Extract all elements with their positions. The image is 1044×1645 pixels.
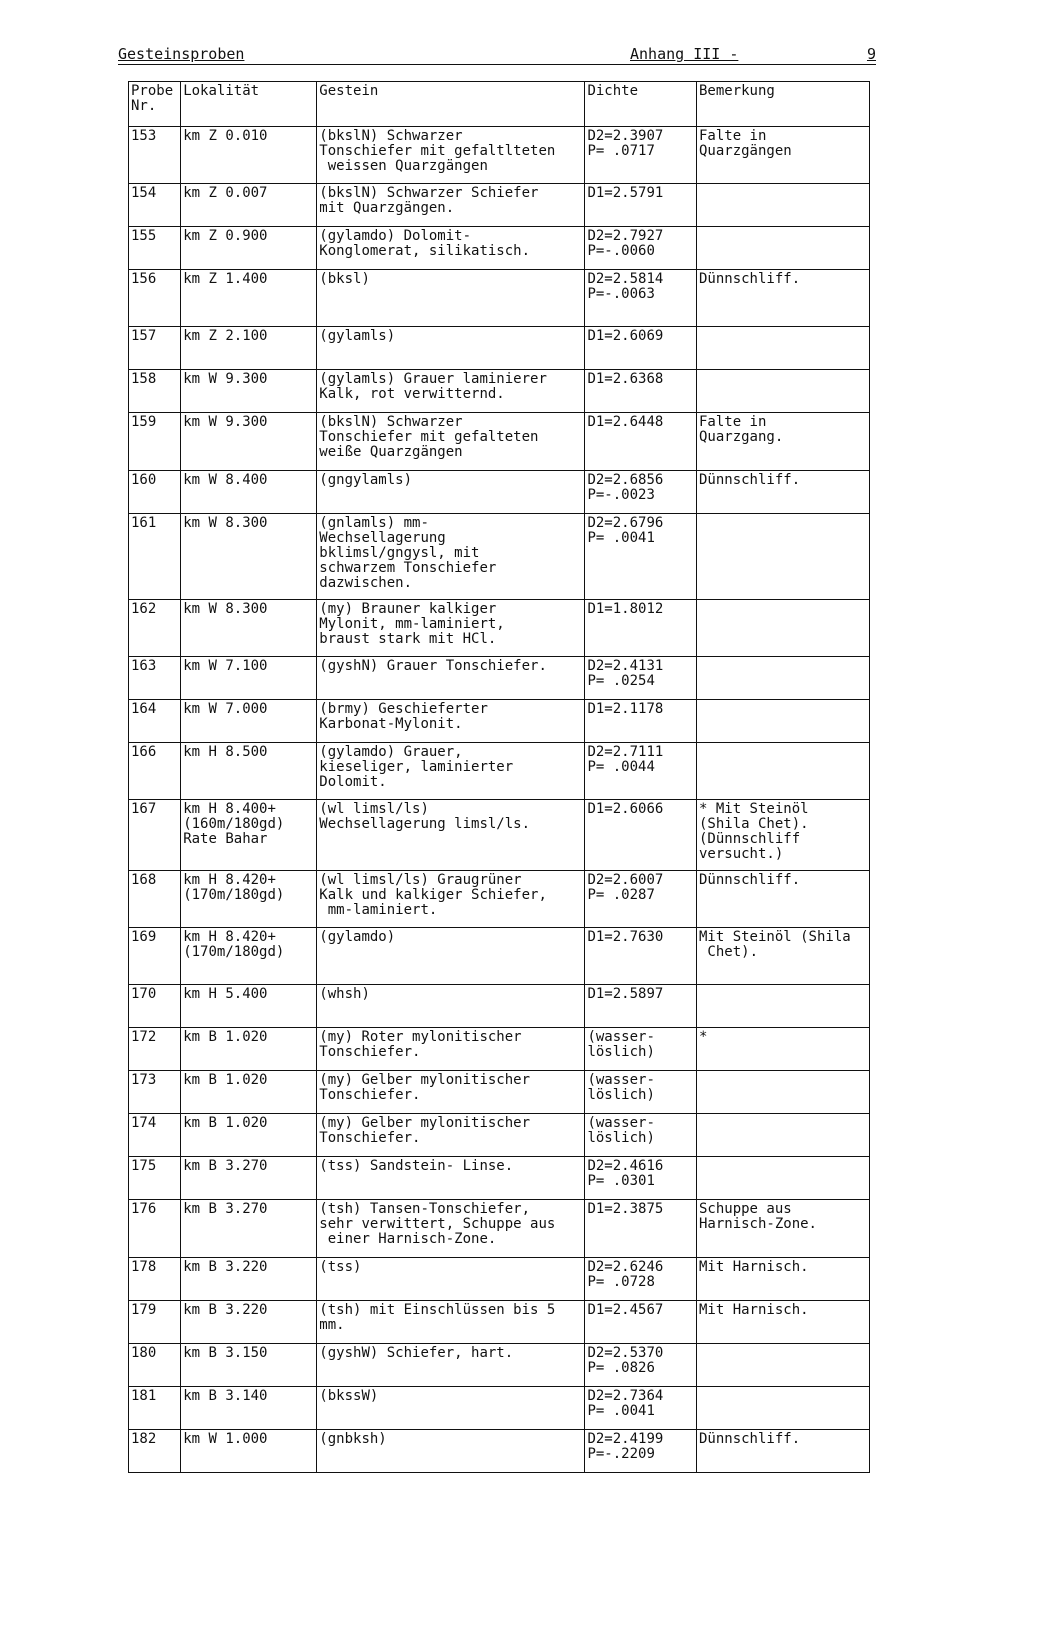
cell-dichte: D2=2.4131 P= .0254 bbox=[585, 657, 697, 700]
table-row bbox=[129, 800, 870, 871]
cell-gestein: (gyshW) Schiefer, hart. bbox=[317, 1344, 585, 1387]
cell-gestein: (wl limsl/ls) Wechsellagerung limsl/ls. bbox=[317, 800, 585, 871]
cell-gestein: (gyshN) Grauer Tonschiefer. bbox=[317, 657, 585, 700]
column-header-bemerkung: Bemerkung bbox=[696, 82, 869, 127]
cell-bemerkung: Dünnschliff. bbox=[696, 270, 869, 327]
cell-dichte: D1=2.6448 bbox=[585, 413, 697, 471]
cell-probe-nr: 173 bbox=[129, 1071, 181, 1114]
cell-gestein: (my) Roter mylonitischer Tonschiefer. bbox=[317, 1028, 585, 1071]
cell-probe-nr: 181 bbox=[129, 1387, 181, 1430]
cell-gestein: (whsh) bbox=[317, 985, 585, 1028]
cell-gestein: (gylamls) Grauer laminierer Kalk, rot verwitternd. bbox=[317, 370, 585, 413]
table-row bbox=[129, 370, 870, 413]
table-row bbox=[129, 1200, 870, 1258]
cell-bemerkung: Falte in Quarzgängen bbox=[696, 127, 869, 184]
cell-lokalitaet: km Z 1.400 bbox=[181, 270, 317, 327]
cell-dichte: D1=2.4567 bbox=[585, 1301, 697, 1344]
cell-dichte: D1=2.6368 bbox=[585, 370, 697, 413]
sample-table bbox=[128, 81, 870, 1473]
cell-bemerkung: * Mit Steinöl (Shila Chet). (Dünnschliff versucht.) bbox=[696, 800, 869, 871]
cell-probe-nr: 176 bbox=[129, 1200, 181, 1258]
cell-dichte: D2=2.4616 P= .0301 bbox=[585, 1157, 697, 1200]
cell-dichte: D1=2.6069 bbox=[585, 327, 697, 370]
cell-lokalitaet: km B 3.220 bbox=[181, 1301, 317, 1344]
cell-bemerkung bbox=[696, 1114, 869, 1157]
cell-probe-nr: 164 bbox=[129, 700, 181, 743]
cell-bemerkung bbox=[696, 370, 869, 413]
cell-probe-nr: 179 bbox=[129, 1301, 181, 1344]
cell-gestein: (bkslN) Schwarzer Tonschiefer mit gefaltlteten weissen Quarzgängen bbox=[317, 127, 585, 184]
cell-dichte: D2=2.6246 P= .0728 bbox=[585, 1258, 697, 1301]
cell-probe-nr: 158 bbox=[129, 370, 181, 413]
cell-bemerkung bbox=[696, 1344, 869, 1387]
cell-probe-nr: 157 bbox=[129, 327, 181, 370]
cell-probe-nr: 174 bbox=[129, 1114, 181, 1157]
cell-bemerkung: Falte in Quarzgang. bbox=[696, 413, 869, 471]
cell-dichte: D2=2.7111 P= .0044 bbox=[585, 743, 697, 800]
cell-bemerkung bbox=[696, 514, 869, 600]
cell-bemerkung bbox=[696, 1387, 869, 1430]
cell-lokalitaet: km H 8.400+ (160m/180gd) Rate Bahar bbox=[181, 800, 317, 871]
cell-probe-nr: 155 bbox=[129, 227, 181, 270]
cell-dichte: D2=2.5814 P=-.0063 bbox=[585, 270, 697, 327]
cell-bemerkung bbox=[696, 985, 869, 1028]
cell-lokalitaet: km H 5.400 bbox=[181, 985, 317, 1028]
cell-lokalitaet: km W 7.000 bbox=[181, 700, 317, 743]
cell-lokalitaet: km Z 0.010 bbox=[181, 127, 317, 184]
table-header-row bbox=[129, 82, 870, 127]
cell-probe-nr: 167 bbox=[129, 800, 181, 871]
cell-dichte: (wasser- löslich) bbox=[585, 1028, 697, 1071]
cell-dichte: D1=2.3875 bbox=[585, 1200, 697, 1258]
cell-bemerkung: Mit Harnisch. bbox=[696, 1258, 869, 1301]
cell-probe-nr: 178 bbox=[129, 1258, 181, 1301]
cell-dichte: D2=2.7364 P= .0041 bbox=[585, 1387, 697, 1430]
table-row bbox=[129, 1028, 870, 1071]
cell-dichte: D2=2.6007 P= .0287 bbox=[585, 871, 697, 928]
table-row bbox=[129, 985, 870, 1028]
cell-lokalitaet: km W 7.100 bbox=[181, 657, 317, 700]
cell-probe-nr: 154 bbox=[129, 184, 181, 227]
table-row bbox=[129, 514, 870, 600]
cell-gestein: (brmy) Geschieferter Karbonat-Mylonit. bbox=[317, 700, 585, 743]
cell-gestein: (gngylamls) bbox=[317, 471, 585, 514]
cell-dichte: D2=2.6796 P= .0041 bbox=[585, 514, 697, 600]
cell-lokalitaet: km B 1.020 bbox=[181, 1028, 317, 1071]
cell-lokalitaet: km B 3.270 bbox=[181, 1157, 317, 1200]
cell-lokalitaet: km W 8.400 bbox=[181, 471, 317, 514]
cell-dichte: D1=2.6066 bbox=[585, 800, 697, 871]
cell-lokalitaet: km Z 0.007 bbox=[181, 184, 317, 227]
cell-dichte: D1=1.8012 bbox=[585, 600, 697, 657]
cell-dichte: (wasser- löslich) bbox=[585, 1114, 697, 1157]
cell-bemerkung bbox=[696, 184, 869, 227]
cell-gestein: (my) Gelber mylonitischer Tonschiefer. bbox=[317, 1114, 585, 1157]
table-row bbox=[129, 1387, 870, 1430]
cell-probe-nr: 160 bbox=[129, 471, 181, 514]
table-row bbox=[129, 657, 870, 700]
table-row bbox=[129, 743, 870, 800]
cell-bemerkung bbox=[696, 1071, 869, 1114]
cell-bemerkung bbox=[696, 327, 869, 370]
cell-lokalitaet: km B 1.020 bbox=[181, 1071, 317, 1114]
cell-lokalitaet: km W 1.000 bbox=[181, 1430, 317, 1473]
cell-gestein: (bkslN) Schwarzer Tonschiefer mit gefalteten weiße Quarzgängen bbox=[317, 413, 585, 471]
cell-probe-nr: 172 bbox=[129, 1028, 181, 1071]
column-header-gestein: Gestein bbox=[317, 82, 585, 127]
cell-probe-nr: 156 bbox=[129, 270, 181, 327]
table-row bbox=[129, 127, 870, 184]
cell-gestein: (bksl) bbox=[317, 270, 585, 327]
cell-lokalitaet: km H 8.500 bbox=[181, 743, 317, 800]
cell-dichte: D1=2.5897 bbox=[585, 985, 697, 1028]
cell-probe-nr: 170 bbox=[129, 985, 181, 1028]
column-header-nr: Probe Nr. bbox=[129, 82, 181, 127]
cell-gestein: (tss) bbox=[317, 1258, 585, 1301]
table-body bbox=[129, 127, 870, 1473]
cell-bemerkung bbox=[696, 1157, 869, 1200]
cell-lokalitaet: km W 9.300 bbox=[181, 413, 317, 471]
table-row bbox=[129, 871, 870, 928]
page-number: 9 bbox=[866, 45, 876, 63]
table-row bbox=[129, 227, 870, 270]
table-row bbox=[129, 184, 870, 227]
cell-gestein: (tss) Sandstein- Linse. bbox=[317, 1157, 585, 1200]
cell-lokalitaet: km H 8.420+ (170m/180gd) bbox=[181, 928, 317, 985]
cell-gestein: (bkslN) Schwarzer Schiefer mit Quarzgängen. bbox=[317, 184, 585, 227]
cell-gestein: (my) Gelber mylonitischer Tonschiefer. bbox=[317, 1071, 585, 1114]
cell-probe-nr: 162 bbox=[129, 600, 181, 657]
table-row bbox=[129, 1344, 870, 1387]
cell-bemerkung bbox=[696, 227, 869, 270]
cell-bemerkung: Schuppe aus Harnisch-Zone. bbox=[696, 1200, 869, 1258]
cell-bemerkung bbox=[696, 600, 869, 657]
cell-lokalitaet: km W 9.300 bbox=[181, 370, 317, 413]
cell-bemerkung: * bbox=[696, 1028, 869, 1071]
column-header-lokalitaet: Lokalität bbox=[181, 82, 317, 127]
cell-probe-nr: 161 bbox=[129, 514, 181, 600]
cell-bemerkung bbox=[696, 743, 869, 800]
table-row bbox=[129, 700, 870, 743]
cell-gestein: (gylamdo) Dolomit- Konglomerat, silikatisch. bbox=[317, 227, 585, 270]
table-row bbox=[129, 327, 870, 370]
cell-lokalitaet: km B 3.220 bbox=[181, 1258, 317, 1301]
cell-gestein: (gylamdo) bbox=[317, 928, 585, 985]
cell-dichte: D1=2.7630 bbox=[585, 928, 697, 985]
cell-probe-nr: 159 bbox=[129, 413, 181, 471]
cell-gestein: (tsh) Tansen-Tonschiefer, sehr verwittert, Schuppe aus einer Harnisch-Zone. bbox=[317, 1200, 585, 1258]
cell-lokalitaet: km B 1.020 bbox=[181, 1114, 317, 1157]
cell-probe-nr: 169 bbox=[129, 928, 181, 985]
cell-dichte: D2=2.3907 P= .0717 bbox=[585, 127, 697, 184]
cell-gestein: (my) Brauner kalkiger Mylonit, mm-laminiert, braust stark mit HCl. bbox=[317, 600, 585, 657]
table-row bbox=[129, 1071, 870, 1114]
cell-gestein: (tsh) mit Einschlüssen bis 5 mm. bbox=[317, 1301, 585, 1344]
table-row bbox=[129, 1301, 870, 1344]
table-row bbox=[129, 1157, 870, 1200]
cell-bemerkung: Mit Harnisch. bbox=[696, 1301, 869, 1344]
header-title: Gesteinsproben bbox=[118, 45, 245, 63]
cell-lokalitaet: km W 8.300 bbox=[181, 600, 317, 657]
cell-probe-nr: 180 bbox=[129, 1344, 181, 1387]
cell-dichte: D2=2.6856 P=-.0023 bbox=[585, 471, 697, 514]
table-row bbox=[129, 270, 870, 327]
cell-gestein: (gylamls) bbox=[317, 327, 585, 370]
table-row bbox=[129, 1114, 870, 1157]
page-header bbox=[118, 44, 876, 65]
cell-bemerkung: Mit Steinöl (Shila Chet). bbox=[696, 928, 869, 985]
cell-bemerkung: Dünnschliff. bbox=[696, 471, 869, 514]
cell-probe-nr: 166 bbox=[129, 743, 181, 800]
cell-dichte: D2=2.5370 P= .0826 bbox=[585, 1344, 697, 1387]
cell-dichte: D2=2.7927 P=-.0060 bbox=[585, 227, 697, 270]
cell-lokalitaet: km Z 0.900 bbox=[181, 227, 317, 270]
cell-probe-nr: 168 bbox=[129, 871, 181, 928]
cell-lokalitaet: km B 3.150 bbox=[181, 1344, 317, 1387]
table-row bbox=[129, 1258, 870, 1301]
cell-probe-nr: 163 bbox=[129, 657, 181, 700]
cell-probe-nr: 153 bbox=[129, 127, 181, 184]
cell-dichte: D2=2.4199 P=-.2209 bbox=[585, 1430, 697, 1473]
cell-lokalitaet: km W 8.300 bbox=[181, 514, 317, 600]
cell-lokalitaet: km B 3.270 bbox=[181, 1200, 317, 1258]
cell-dichte: D1=2.1178 bbox=[585, 700, 697, 743]
cell-bemerkung bbox=[696, 700, 869, 743]
cell-lokalitaet: km H 8.420+ (170m/180gd) bbox=[181, 871, 317, 928]
table-row bbox=[129, 1430, 870, 1473]
table-row bbox=[129, 928, 870, 985]
cell-dichte: (wasser- löslich) bbox=[585, 1071, 697, 1114]
cell-bemerkung: Dünnschliff. bbox=[696, 1430, 869, 1473]
table-row bbox=[129, 413, 870, 471]
cell-probe-nr: 182 bbox=[129, 1430, 181, 1473]
table-row bbox=[129, 600, 870, 657]
cell-lokalitaet: km Z 2.100 bbox=[181, 327, 317, 370]
cell-probe-nr: 175 bbox=[129, 1157, 181, 1200]
column-header-dichte: Dichte bbox=[585, 82, 697, 127]
header-appendix: Anhang III - bbox=[630, 45, 739, 63]
cell-lokalitaet: km B 3.140 bbox=[181, 1387, 317, 1430]
table-row bbox=[129, 471, 870, 514]
cell-gestein: (bkssW) bbox=[317, 1387, 585, 1430]
cell-bemerkung: Dünnschliff. bbox=[696, 871, 869, 928]
cell-dichte: D1=2.5791 bbox=[585, 184, 697, 227]
cell-gestein: (gylamdo) Grauer, kieseliger, laminierter Dolomit. bbox=[317, 743, 585, 800]
cell-gestein: (gnbksh) bbox=[317, 1430, 585, 1473]
cell-bemerkung bbox=[696, 657, 869, 700]
cell-gestein: (gnlamls) mm- Wechsellagerung bklimsl/gngysl, mit schwarzem Tonschiefer dazwischen. bbox=[317, 514, 585, 600]
cell-gestein: (wl limsl/ls) Graugrüner Kalk und kalkiger Schiefer, mm-laminiert. bbox=[317, 871, 585, 928]
